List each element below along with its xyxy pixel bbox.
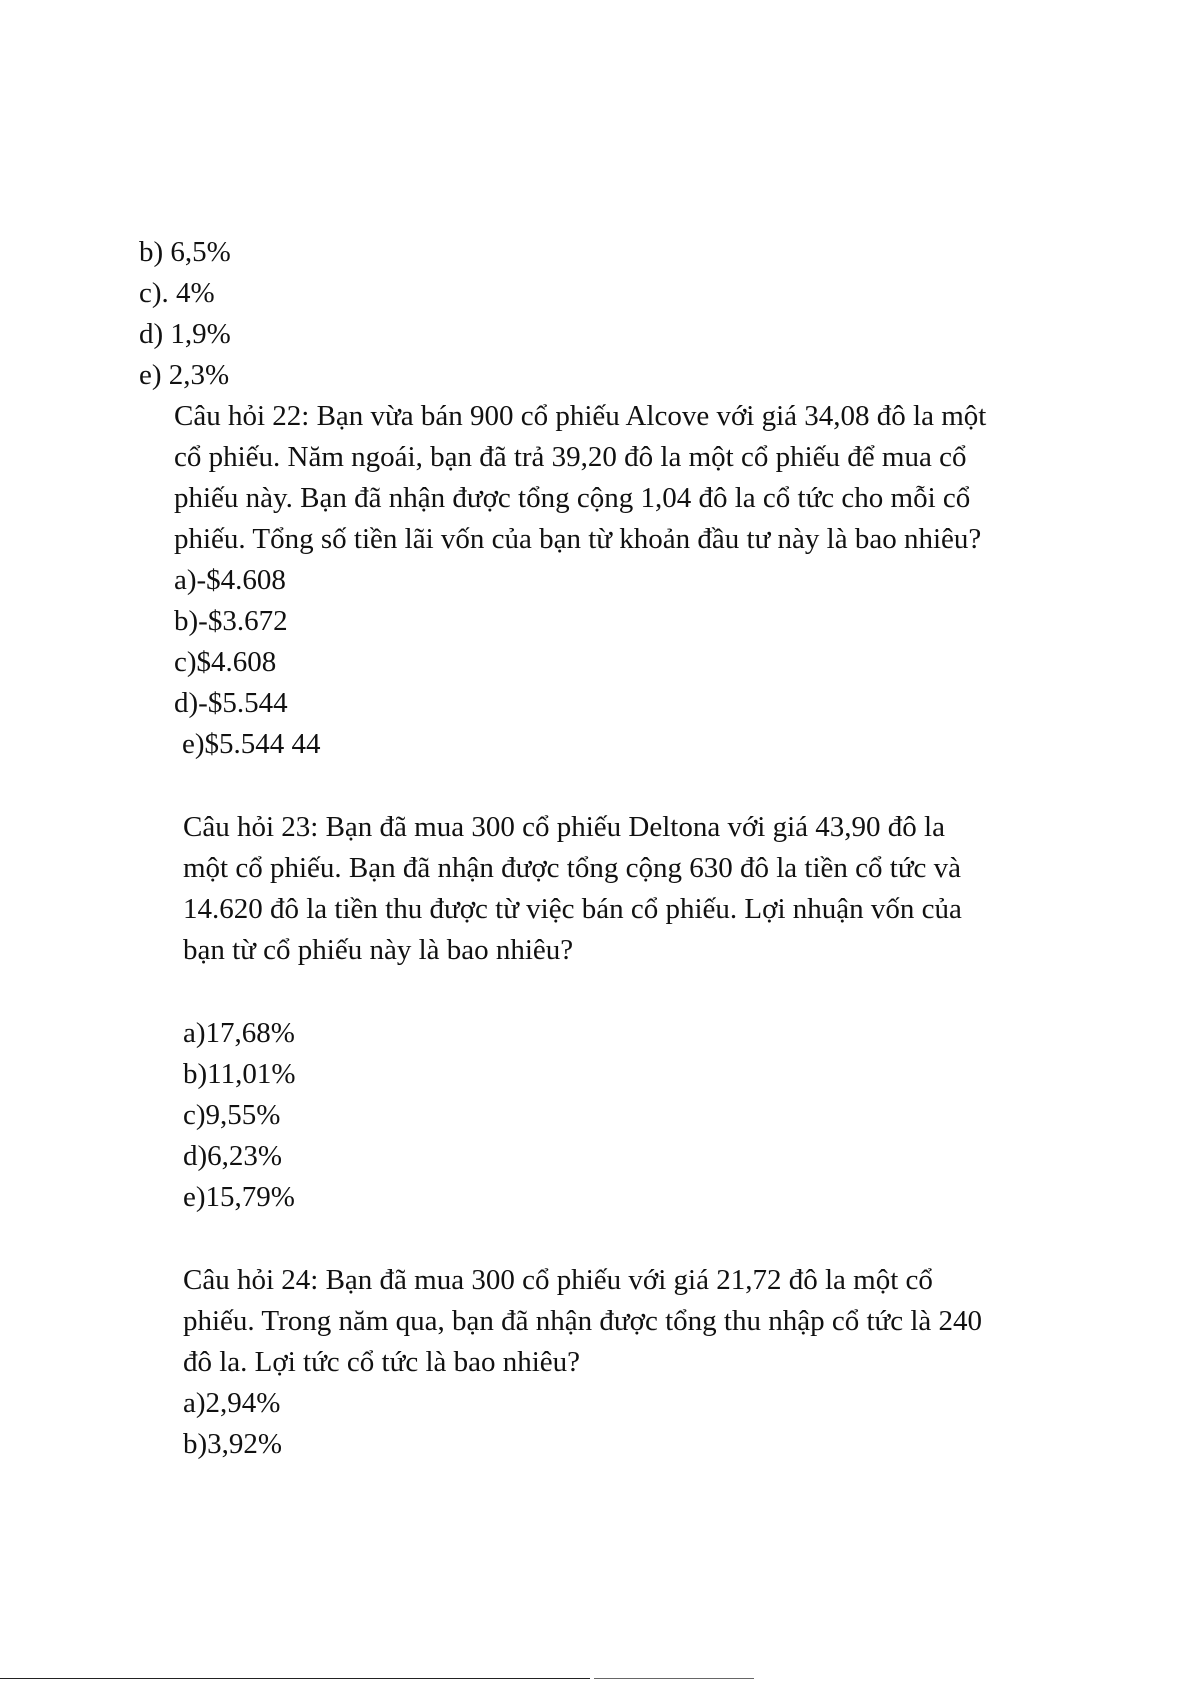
option-a: a)-$4.608: [174, 564, 286, 596]
option-c: c)9,55%: [183, 1099, 281, 1131]
option-d: d)-$5.544: [174, 687, 288, 719]
question-line: Câu hỏi 24: Bạn đã mua 300 cổ phiếu với giá 21,72 đô la một cổ: [183, 1264, 933, 1296]
question-line: bạn từ cổ phiếu này là bao nhiêu?: [183, 934, 574, 966]
option-a: a)2,94%: [183, 1387, 281, 1419]
question-line: đô la. Lợi tức cổ tức là bao nhiêu?: [183, 1346, 581, 1378]
question-line: cổ phiếu. Năm ngoái, bạn đã trả 39,20 đô la một cổ phiếu để mua cổ: [174, 441, 967, 473]
question-line: Câu hỏi 23: Bạn đã mua 300 cổ phiếu Deltona với giá 43,90 đô la: [183, 811, 945, 843]
option-b: b) 6,5%: [139, 236, 231, 268]
question-23-options: [183, 1013, 296, 1218]
option-e: e)$5.544 44: [182, 728, 321, 760]
option-e: e) 2,3%: [139, 359, 230, 391]
question-line: phiếu này. Bạn đã nhận được tổng cộng 1,04 đô la cổ tức cho mỗi cổ: [174, 482, 971, 514]
footer-divider-right: [594, 1678, 754, 1679]
option-e: e)15,79%: [183, 1181, 295, 1213]
question-22-options: [174, 560, 321, 765]
footer-divider-left: [0, 1678, 590, 1679]
option-c: c)$4.608: [174, 646, 277, 678]
question-line: phiếu. Trong năm qua, bạn đã nhận được tổng thu nhập cổ tức là 240: [183, 1305, 983, 1337]
question-23-text: [183, 807, 962, 971]
question-line: 14.620 đô la tiền thu được từ việc bán cổ phiếu. Lợi nhuận vốn của: [183, 893, 962, 925]
option-b: b)11,01%: [183, 1058, 296, 1090]
question-24-options: [183, 1383, 282, 1465]
previous-question-options: [139, 232, 231, 396]
option-b: b)3,92%: [183, 1428, 283, 1460]
question-line: phiếu. Tổng số tiền lãi vốn của bạn từ khoản đầu tư này là bao nhiêu?: [174, 523, 982, 555]
option-d: d) 1,9%: [139, 318, 231, 350]
question-line: Câu hỏi 22: Bạn vừa bán 900 cổ phiếu Alcove với giá 34,08 đô la một: [174, 400, 987, 432]
option-b: b)-$3.672: [174, 605, 288, 637]
question-22-text: [174, 396, 986, 560]
option-c: c). 4%: [139, 277, 215, 309]
question-24-text: [183, 1260, 982, 1383]
option-a: a)17,68%: [183, 1017, 295, 1049]
option-d: d)6,23%: [183, 1140, 283, 1172]
question-line: một cổ phiếu. Bạn đã nhận được tổng cộng 630 đô la tiền cổ tức và: [183, 852, 962, 884]
